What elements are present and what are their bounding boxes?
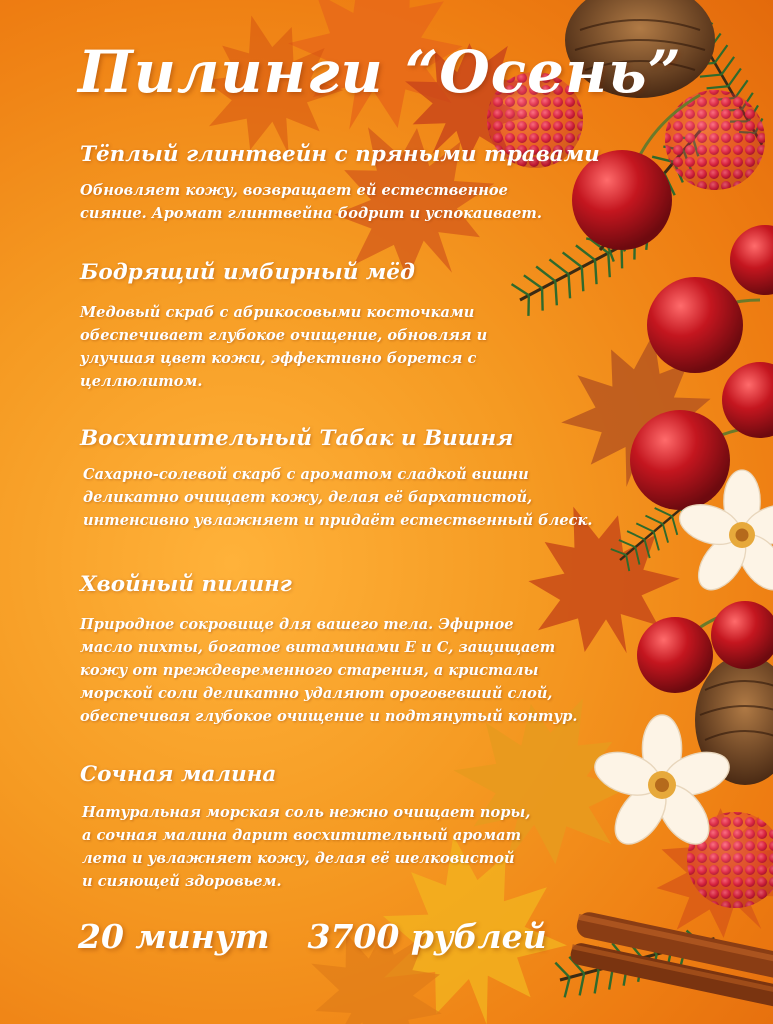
service-description: Медовый скраб с абрикосовыми косточками обеспечивает глубокое очищение, обновляя и улучшая цвет кожи, эффективно борется с целлюлитом. — [80, 304, 488, 390]
service-mulled-wine — [80, 142, 600, 225]
price-label: 3700 рублей — [307, 917, 547, 956]
page-title: Пилинги “Осень” — [78, 38, 682, 106]
service-tobacco-cherry — [80, 426, 593, 532]
service-heading: Тёплый глинтвейн с пряными травами — [80, 142, 600, 167]
service-description: Сахарно-солевой скарб с ароматом сладкой вишни деликатно очищает кожу, делая её бархатистой, интенсивно увлажняет и придаёт естественный блеск. — [83, 466, 593, 529]
service-description: Натуральная морская соль нежно очищает поры, а сочная малина дарит восхитительный аромат лета и увлажняет кожу, делая её шелковистой и сияющей здоровьем. — [82, 804, 531, 890]
service-heading: Восхитительный Табак и Вишня — [80, 426, 514, 451]
service-raspberry — [80, 762, 530, 893]
service-heading: Хвойный пилинг — [80, 572, 292, 597]
service-heading: Бодрящий имбирный мёд — [80, 260, 415, 285]
service-heading: Сочная малина — [80, 762, 277, 787]
service-description: Обновляет кожу, возвращает ей естественное сияние. Аромат глинтвейна бодрит и успокаивает. — [80, 182, 542, 222]
service-description: Природное сокровище для вашего тела. Эфирное масло пихты, богатое витаминами Е и С, защищает кожу от преждевременного старения, а кристалы морской соли деликатно удаляют ороговевший слой, обеспечивая глубокое очищение и подтянутый контур. — [80, 616, 578, 725]
service-ginger-honey — [80, 260, 487, 393]
price-footer — [78, 917, 547, 956]
duration-label: 20 минут — [78, 917, 270, 956]
service-pine-peeling — [80, 572, 578, 728]
